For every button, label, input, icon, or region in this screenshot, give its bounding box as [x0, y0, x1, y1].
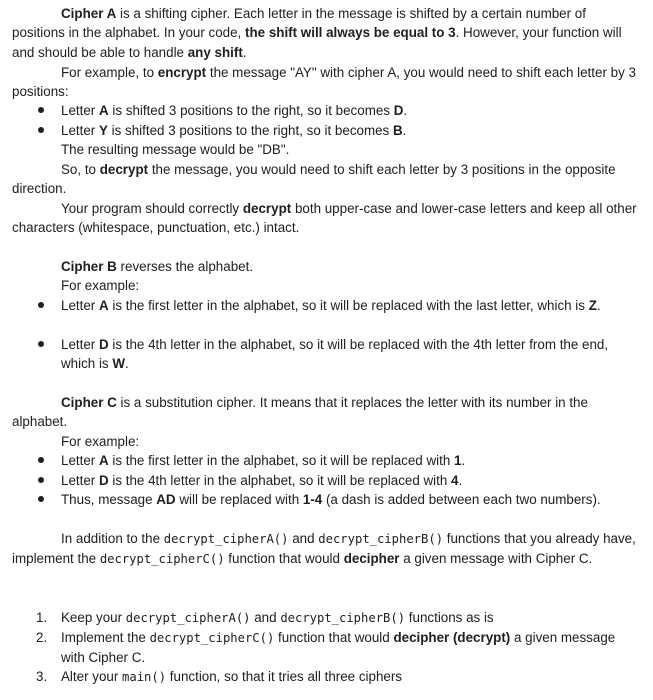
- cipher-a-result: The resulting message would be "DB".: [61, 142, 290, 157]
- cipher-c-bullet-2: Letter D is the 4th letter in the alphabet, so it will be replaced with 4.: [61, 471, 641, 490]
- cipher-a-intro: Cipher A is a shifting cipher. Each letter in the message is shifted by a certain number of positions in the alphabet. In your code, the shift will always be equal to 3. However, your function will and should be able to handle any shift.: [12, 6, 622, 60]
- bullet-icon: [38, 302, 44, 308]
- cipher-a-example: For example, to encrypt the message "AY" with cipher A, you would need to shift each letter by 3 positions:: [12, 65, 636, 100]
- cipher-a-program: Your program should correctly decrypt both upper-case and lower-case letters and keep all other characters (whitespace, punctuation, etc.) intact.: [12, 201, 637, 236]
- cipher-c-example-label: For example:: [61, 434, 140, 449]
- cipher-c-bullet-3: Thus, message AD will be replaced with 1-4 (a dash is added between each two numbers).: [61, 490, 641, 509]
- bullet-icon: [38, 127, 44, 133]
- cipher-b-bullet-1: Letter A is the first letter in the alphabet, so it will be replaced with the last letter, which is Z.: [61, 296, 641, 315]
- cipher-a-bullet-1: Letter A is shifted 3 positions to the right, so it becomes D.: [61, 101, 641, 120]
- step-1: 1. Keep your decrypt_cipherA() and decrypt_cipherB() functions as is: [36, 610, 494, 625]
- bullet-icon: [38, 477, 44, 483]
- cipher-b-example-label: For example:: [61, 278, 140, 293]
- bullet-icon: [38, 341, 44, 347]
- bullet-icon: [38, 107, 44, 113]
- cipher-a-bullet-2: Letter Y is shifted 3 positions to the right, so it becomes B.: [61, 121, 641, 140]
- step-3: 3. Alter your main() function, so that it tries all three ciphers: [36, 669, 403, 684]
- cipher-c-addition: In addition to the decrypt_cipherA() and decrypt_cipherB() functions that you already have, implement the decrypt_cipherC() function that would decipher a given message with Cipher C.: [12, 531, 636, 567]
- cipher-b-bullet-2: Letter D is the 4th letter in the alphabet, so it will be replaced with the 4th letter from the end, which is W.: [61, 335, 641, 374]
- cipher-c-bullet-1: Letter A is the first letter in the alphabet, so it will be replaced with 1.: [61, 451, 641, 470]
- bullet-icon: [38, 496, 44, 502]
- cipher-b-intro: Cipher B reverses the alphabet.: [61, 259, 254, 274]
- bullet-icon: [38, 457, 44, 463]
- cipher-a-decrypt: So, to decrypt the message, you would need to shift each letter by 3 positions in the opposite direction.: [12, 162, 616, 197]
- cipher-c-intro: Cipher C is a substitution cipher. It means that it replaces the letter with its number in the alphabet.: [12, 395, 588, 430]
- step-2: 2. Implement the decrypt_cipherC() function that would decipher (decrypt) a given message with Cipher C.: [36, 630, 616, 666]
